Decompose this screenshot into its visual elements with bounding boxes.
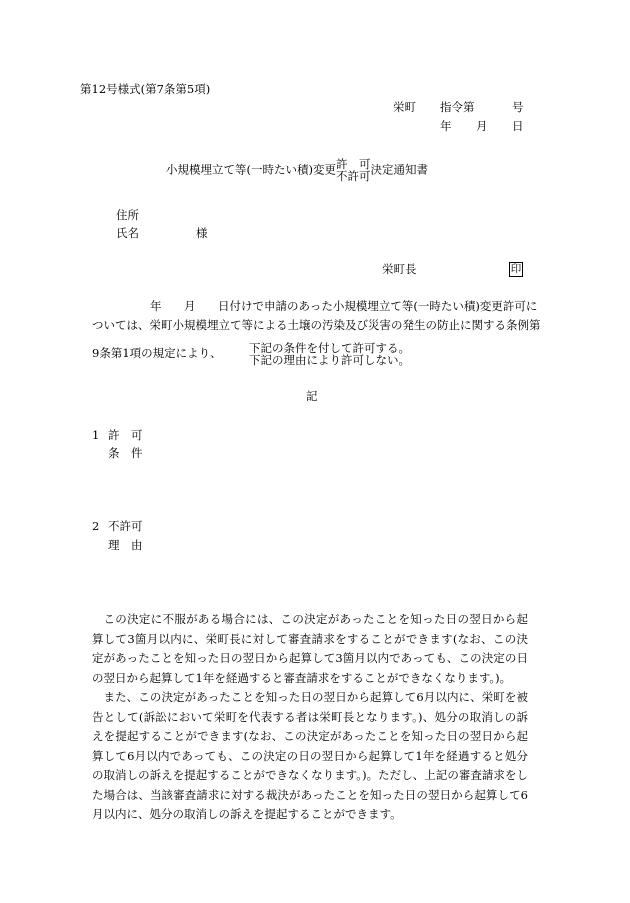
document-number-prefix: 指令第 [440, 100, 475, 114]
title-main: 小規模埋立て等(一時たい積)変更 [166, 162, 336, 177]
body-choice-stack [249, 342, 410, 366]
title-option-stack [336, 158, 371, 182]
body-line-1: 日付けで申請のあった小規模埋立て等(一時たい積)変更許可に [218, 299, 538, 313]
section-2-number: 2 [92, 519, 100, 533]
ki-heading: 記 [306, 389, 318, 403]
date-year: 年 [440, 119, 452, 133]
title-option-deny: 不許可 [335, 169, 371, 183]
document-title [166, 158, 428, 182]
notice-paragraph-2: また、この決定があったことを知った日の翌日から起算して6月以内に、栄町を被告として(訴訟において栄町を代表する者は栄町長となります。)、処分の取消しの訴えを提起することができます(なお、この決定があったことを知った日の翌日から起算して6月以内であっても、この決定の日の翌日から起算して1年を経過すると処分の取消しの訴えを提起することができなくなります。)。ただし、上記の審査請求をした場合は、当該審査請求に対する裁決があったことを知った日の翌日から起算して6月以内に、処分の取消しの訴えを提起することができます。 [92, 690, 528, 821]
date-month: 月 [476, 119, 488, 133]
date-day: 日 [512, 119, 524, 133]
notice-paragraph-1: この決定に不服がある場合には、この決定があったことを知った日の翌日から起算して3箇月以内に、栄町長に対して審査請求をすることができます(なお、この決定があったことを知った日の翌日から起算して3箇月以内であっても、この決定の日の翌日から起算して1年を経過すると審査請求をすることができなくなります。)。 [92, 612, 528, 685]
body-choice-deny: 下記の理由により許可しない。 [249, 353, 410, 367]
form-number: 第12号様式(第7条第5項) [80, 82, 211, 96]
sender-name: 栄町長 [382, 262, 417, 276]
body-year: 年 [150, 299, 162, 313]
honorific: 様 [196, 226, 208, 240]
section-1-title: 許 可 [108, 428, 143, 442]
title-option-permit: 許 可 [335, 157, 371, 171]
seal-mark [509, 262, 523, 277]
address-label: 住所 [116, 208, 139, 222]
document-number-suffix: 号 [512, 100, 524, 114]
issuer-name: 栄町 [393, 100, 416, 114]
body-line-2: ついては、栄町小規模埋立て等による土壌の汚染及び災害の発生の防止に関する条例第 [92, 318, 541, 332]
body-choice-permit: 下記の条件を付して許可する。 [249, 341, 410, 355]
body-month: 月 [184, 299, 196, 313]
title-suffix: 決定通知書 [370, 162, 428, 177]
section-1-number: 1 [92, 428, 100, 442]
seal-character: 印 [510, 263, 522, 275]
name-label: 氏名 [116, 226, 139, 240]
body-line-3-prefix: 9条第1項の規定により、 [92, 346, 222, 360]
section-2-sub: 理 由 [108, 538, 143, 552]
section-1-sub: 条 件 [108, 446, 143, 460]
section-2-title: 不許可 [108, 519, 143, 533]
